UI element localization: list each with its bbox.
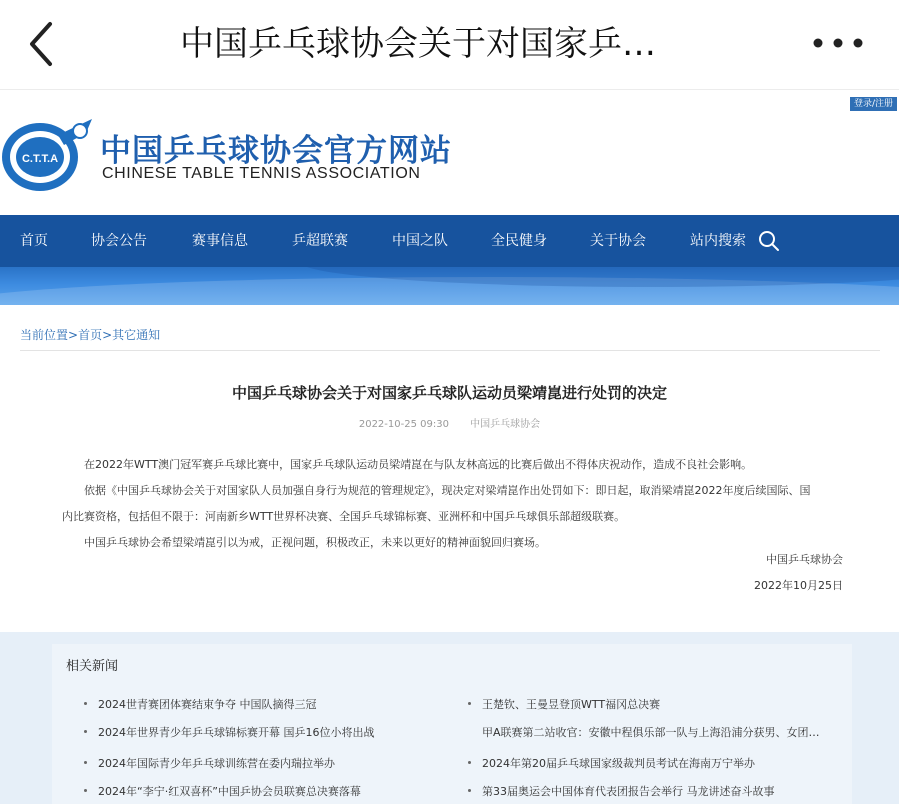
breadcrumb: 当前位置>首页>其它通知	[20, 328, 161, 342]
article-paragraph: 内比赛资格，包括但不限于：河南新乡WTT世界杯决赛、全国乒乓球锦标赛、亚洲杯和中国乒乓球俱乐部超级联赛。	[62, 510, 626, 523]
login-register-link[interactable]: 登录/注册	[850, 97, 897, 111]
nav-item-national-team[interactable]: 中国之队	[392, 233, 448, 249]
related-news-link[interactable]: 2024年国际青少年乒乓球训练营在委内瑞拉举办	[98, 757, 335, 770]
site-name-english: CHINESE TABLE TENNIS ASSOCIATION	[102, 165, 421, 182]
site-header	[0, 91, 899, 215]
nav-item-announcements[interactable]: 协会公告	[91, 233, 147, 249]
related-news-link[interactable]: 2024世青赛团体赛结束争夺 中国队摘得三冠	[98, 698, 317, 711]
related-news-link[interactable]: 第33届奥运会中国体育代表团报告会举行 马龙讲述奋斗故事	[482, 785, 775, 798]
related-news-link[interactable]: 2024年“李宁·红双喜杯”中国乒协会员联赛总决赛落幕	[98, 785, 361, 798]
related-news-section	[0, 632, 899, 804]
related-news-heading: 相关新闻	[66, 659, 119, 674]
breadcrumb-current-position: 当前位置	[20, 328, 69, 342]
search-icon[interactable]	[757, 229, 781, 253]
breadcrumb-other-notices[interactable]: 其它通知	[112, 328, 161, 342]
nav-item-events[interactable]: 赛事信息	[192, 233, 248, 249]
divider	[20, 350, 880, 351]
article-paragraph: 在2022年WTT澳门冠军赛乒乓球比赛中，国家乒乓球队运动员梁靖崑在与队友林高远的比赛后做出不得体庆祝动作，造成不良社会影响。	[84, 458, 753, 471]
back-arrow-icon[interactable]	[22, 20, 62, 68]
site-name: 中国乒乓球协会官方网站	[100, 133, 452, 169]
nav-item-super-league[interactable]: 乒超联赛	[292, 233, 348, 249]
breadcrumb-home[interactable]: 首页	[78, 328, 103, 342]
more-options-icon[interactable]	[808, 28, 868, 58]
app-bar	[0, 0, 899, 90]
article-signature: 中国乒乓球协会	[766, 553, 843, 566]
article-meta	[0, 415, 899, 430]
header-banner	[0, 267, 899, 305]
page-title: 中国乒乓球协会关于对国家乒…	[180, 24, 656, 64]
article-title: 中国乒乓球协会关于对国家乒乓球队运动员梁靖崑进行处罚的决定	[231, 384, 667, 402]
logo-text: C.T.T.A	[21, 153, 59, 165]
article-paragraph: 依据《中国乒乓球协会关于对国家队人员加强自身行为规范的管理规定》，现决定对梁靖崑作出处罚如下：即日起，取消梁靖崑2022年度后续国际、国	[84, 484, 811, 497]
nav-item-home[interactable]: 首页	[20, 233, 48, 249]
ctta-logo[interactable]	[0, 115, 96, 193]
nav-item-site-search[interactable]: 站内搜索	[690, 233, 746, 249]
related-news-link[interactable]: 甲A联赛第二站收官：安徽中程俱乐部一队与上海沿浦分获男、女团…	[482, 724, 842, 740]
related-news-link[interactable]: 2024年世界青少年乒乓球锦标赛开幕 国乒16位小将出战	[98, 726, 375, 739]
related-news-link[interactable]: 王楚钦、王曼昱登顶WTT福冈总决赛	[482, 698, 661, 711]
main-nav	[0, 215, 899, 267]
article-date: 2022-10-25 09:30	[358, 419, 449, 430]
related-news-link[interactable]: 2024年第20届乒乓球国家级裁判员考试在海南万宁举办	[482, 757, 755, 770]
nav-item-about[interactable]: 关于协会	[590, 233, 646, 249]
article-body	[62, 452, 852, 556]
article-sign-date: 2022年10月25日	[754, 579, 843, 592]
article-source: 中国乒乓球协会	[470, 419, 541, 430]
article-paragraph: 中国乒乓球协会希望梁靖崑引以为戒，正视问题，积极改正，未来以更好的精神面貌回归赛场。	[84, 536, 546, 549]
nav-item-fitness[interactable]: 全民健身	[491, 233, 547, 249]
